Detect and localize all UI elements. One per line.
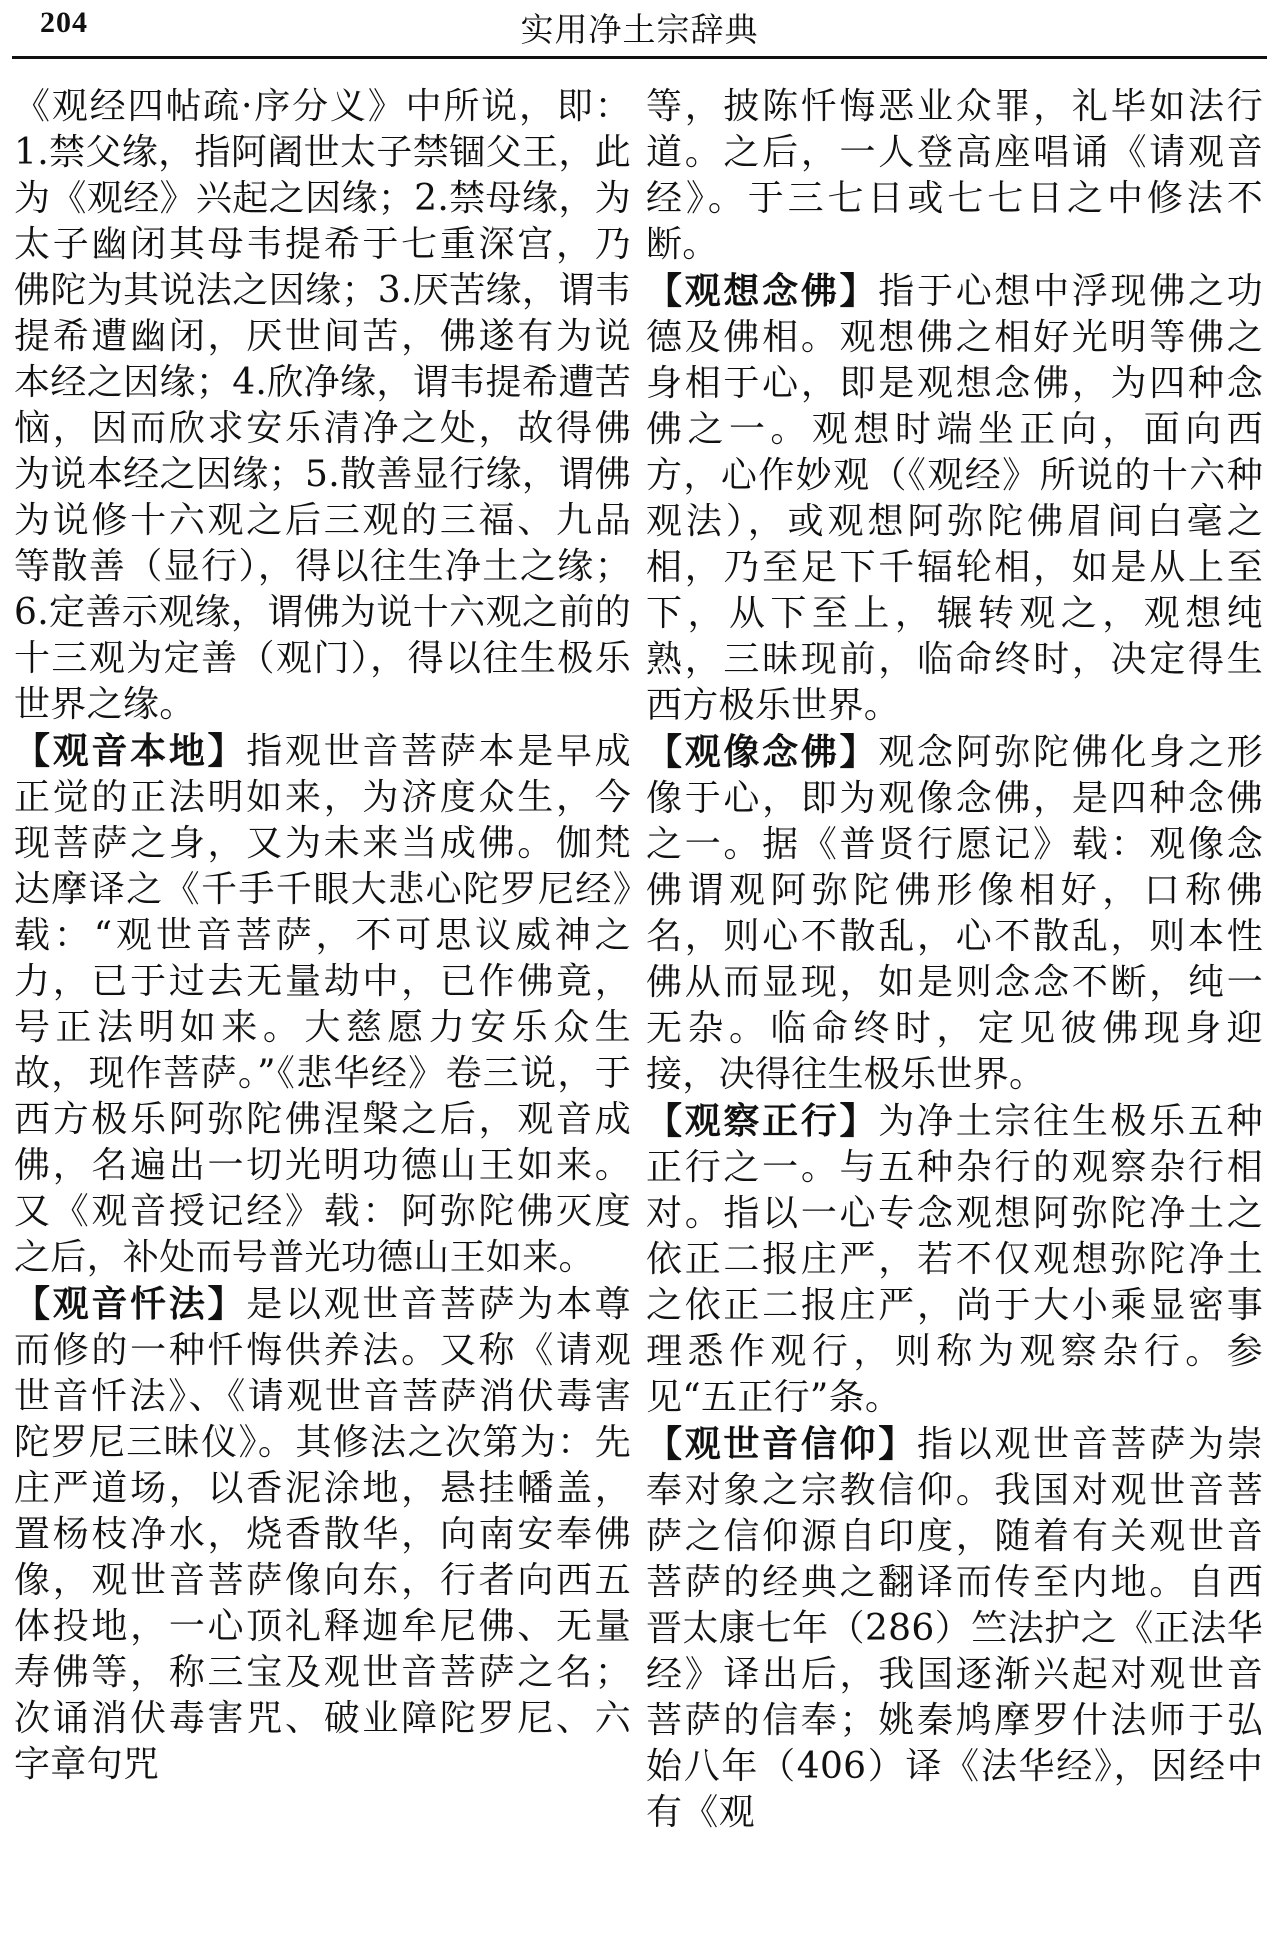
continued-paragraph: 《观经四帖疏·序分义》中所说，即：1.禁父缘，指阿阇世太子禁锢父王，此为《观经》兴起之因缘；2.禁母缘，为太子幽闭其母韦提希于七重深宫，乃佛陀为其说法之因缘；3.厌苦缘，谓韦提希遭幽闭，厌世间苦，佛遂有为说本经之因缘；4.欣净缘，谓韦提希遭苦恼，因而欣求安乐清净之处，故得佛为说本经之因缘；5.散善显行缘，谓佛为说修十六观之后三观的三福、九品等散善（显行），得以往生净土之缘；6.定善示观缘，谓佛为说十六观之前的十三观为定善（观门），得以往生极乐世界之缘。 [14, 86, 631, 725]
continued-paragraph: 等，披陈忏悔恶业众罪，礼毕如法行道。之后，一人登高座唱诵《请观音经》。于三七日或七七日之中修法不断。 [646, 86, 1263, 265]
entry-term: 【观察正行】 [646, 1100, 879, 1142]
entry-guanyin-chanfa [14, 1281, 631, 1788]
entry-term: 【观世音信仰】 [646, 1423, 917, 1465]
entry-guanshiyin-xinyang [646, 1421, 1263, 1836]
entry-term: 【观音本地】 [14, 730, 247, 772]
entry-text: 是以观世音菩萨为本尊而修的一种忏悔供养法。又称《请观世音忏法》、《请观世音菩萨消伏毒害陀罗尼三昧仪》。其修法之次第为：先庄严道场，以香泥涂地，悬挂幡盖，置杨枝净水，烧香散华，向南安奉佛像，观世音菩萨像向东，行者向西五体投地，一心顶礼释迦牟尼佛、无量寿佛等，称三宝及观世音菩萨之名；次诵消伏毒害咒、破业障陀罗尼、六字章句咒 [14, 1284, 631, 1785]
entry-text: 观念阿弥陀佛化身之形像于心，即为观像念佛，是四种念佛之一。据《普贤行愿记》载：观像念佛谓观阿弥陀佛形像相好，口称佛名，则心不散乱，心不散乱，则本性佛从而显现，如是则念念不断，纯一无杂。临命终时，定见彼佛现身迎接，决得往生极乐世界。 [646, 732, 1263, 1095]
entry-guancha-zhengxing [646, 1098, 1263, 1421]
left-column [14, 84, 631, 1788]
entry-term: 【观音忏法】 [14, 1283, 247, 1325]
right-column [646, 84, 1263, 1836]
entry-guanyin-bendi [14, 728, 631, 1281]
entry-guanxiang-nianfo-image [646, 729, 1263, 1098]
page-number: 204 [40, 6, 88, 39]
header-rule [12, 56, 1267, 59]
entry-text: 指以观世音菩萨为崇奉对象之宗教信仰。我国对观世音菩萨之信仰源自印度，随着有关观世音菩萨的经典之翻译而传至内地。自西晋太康七年（286）竺法护之《正法华经》译出后，我国逐渐兴起对观世音菩萨的信奉；姚秦鸠摩罗什法师于弘始八年（406）译《法华经》，因经中有《观 [646, 1424, 1264, 1833]
entry-text: 指观世音菩萨本是早成正觉的正法明如来，为济度众生，今现菩萨之身，又为未来当成佛。伽梵达摩译之《千手千眼大悲心陀罗尼经》载：“观世音菩萨，不可思议威神之力，已于过去无量劫中，已作佛竟，号正法明如来。大慈愿力安乐众生故，现作菩萨。”《悲华经》卷三说，于西方极乐阿弥陀佛涅槃之后，观音成佛，名遍出一切光明功德山王如来。又《观音授记经》载：阿弥陀佛灭度之后，补处而号普光功德山王如来。 [14, 731, 631, 1278]
book-title: 实用净土宗辞典 [520, 10, 759, 49]
entry-guanxiang-nianfo [646, 268, 1263, 729]
entry-term: 【观想念佛】 [646, 270, 879, 312]
page-header [0, 0, 1279, 58]
entry-term: 【观像念佛】 [646, 731, 879, 773]
entry-text: 为净土宗往生极乐五种正行之一。与五种杂行的观察杂行相对。指以一心专念观想阿弥陀净土之依正二报庄严，若不仅观想弥陀净土之依正二报庄严，尚于大小乘显密事理悉作观行，则称为观察杂行。参见“五正行”条。 [646, 1101, 1263, 1418]
entry-text: 指于心想中浮现佛之功德及佛相。观想佛之相好光明等佛之身相于心，即是观想念佛，为四种念佛之一。观想时端坐正向，面向西方，心作妙观（《观经》所说的十六种观法），或观想阿弥陀佛眉间白毫之相，乃至足下千辐轮相，如是从上至下，从下至上，辗转观之，观想纯熟，三昧现前，临命终时，决定得生西方极乐世界。 [646, 271, 1263, 726]
